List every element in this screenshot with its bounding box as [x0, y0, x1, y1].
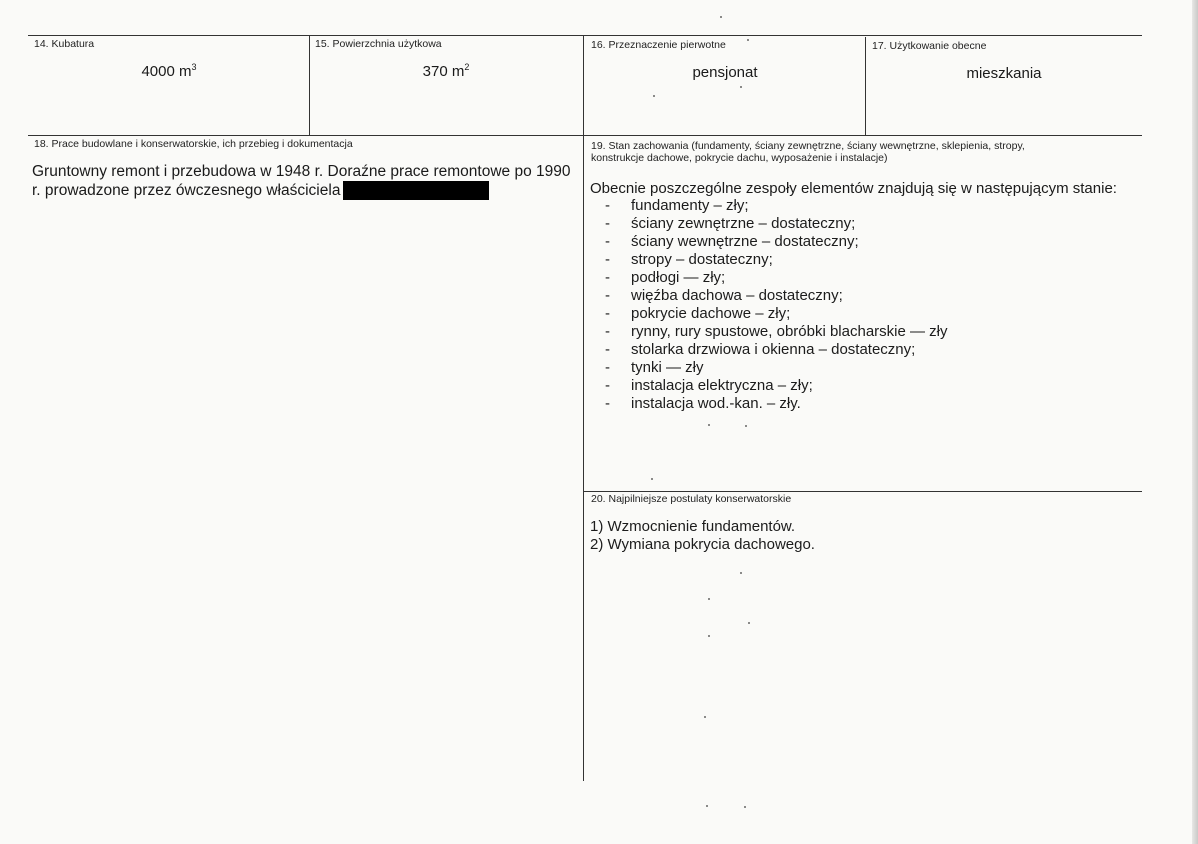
- list-item: - ściany zewnętrzne – dostateczny;: [605, 215, 1125, 233]
- scan-speck: [745, 425, 747, 427]
- kubatura-unit-exponent: 3: [191, 62, 197, 72]
- list-item: - pokrycie dachowe – zły;: [605, 305, 1125, 323]
- kubatura-label: 14. Kubatura: [34, 38, 95, 50]
- scan-speck: [740, 86, 742, 88]
- scan-speck: [708, 635, 710, 637]
- scan-speck: [747, 39, 749, 41]
- stan-intro: Obecnie poszczególne zespoły elementów znajdują się w następującym stanie:: [590, 180, 1117, 197]
- kubatura-value: [30, 62, 308, 80]
- prace-label: 18. Prace budowlane i konserwatorskie, ich przebieg i dokumentacja: [34, 138, 353, 150]
- scan-speck: [720, 16, 722, 18]
- prace-line-2: r. prowadzone przez ówczesnego właściciela: [32, 182, 341, 199]
- row-rule: [28, 135, 1142, 136]
- list-item: - fundamenty – zły;: [605, 197, 1125, 215]
- scan-speck: [748, 622, 750, 624]
- scan-speck: [740, 572, 742, 574]
- divider-14-15: [309, 35, 310, 135]
- stan-label-line-2: konstrukcje dachowe, pokrycie dachu, wyposażenie i instalacje): [591, 152, 888, 164]
- list-item: - rynny, rury spustowe, obróbki blacharskie — zły: [605, 323, 1125, 341]
- kubatura-number: 4000 m: [141, 63, 192, 80]
- section-20-rule: [583, 491, 1142, 492]
- list-item: - instalacja elektryczna – zły;: [605, 377, 1125, 395]
- list-item: - stolarka drzwiowa i okienna – dostateczny;: [605, 341, 1125, 359]
- powierzchnia-value: [311, 62, 581, 80]
- powierzchnia-label: 15. Powierzchnia użytkowa: [315, 38, 442, 50]
- scan-speck: [653, 95, 655, 97]
- postulaty-list: [590, 518, 815, 554]
- list-item: - podłogi — zły;: [605, 269, 1125, 287]
- list-item: - ściany wewnętrzne – dostateczny;: [605, 233, 1125, 251]
- list-item: - tynki — zły: [605, 359, 1125, 377]
- list-item: 2) Wymiana pokrycia dachowego.: [590, 536, 815, 553]
- uzytkowanie-value: mieszkania: [966, 65, 1042, 82]
- przeznaczenie-value: pensjonat: [692, 64, 758, 81]
- redaction-bar: [343, 181, 489, 200]
- scan-speck: [651, 478, 653, 480]
- divider-16-17: [865, 37, 866, 136]
- stan-label-line-1: 19. Stan zachowania (fundamenty, ściany zewnętrzne, ściany wewnętrzne, sklepienia, stropy,: [591, 140, 1025, 152]
- scan-speck: [744, 806, 746, 808]
- list-item: - stropy – dostateczny;: [605, 251, 1125, 269]
- uzytkowanie-label: 17. Użytkowanie obecne: [872, 40, 987, 52]
- powierzchnia-unit-exponent: 2: [464, 62, 470, 72]
- stan-list: [605, 197, 1125, 413]
- scan-speck: [706, 805, 708, 807]
- scan-edge: [1192, 0, 1198, 844]
- top-rule: [28, 35, 1142, 36]
- przeznaczenie-label: 16. Przeznaczenie pierwotne: [591, 39, 726, 51]
- scan-speck: [708, 598, 710, 600]
- scan-speck: [708, 424, 710, 426]
- postulaty-label: 20. Najpilniejsze postulaty konserwatorskie: [591, 493, 792, 505]
- list-item: - instalacja wod.-kan. – zły.: [605, 395, 1125, 413]
- divider-15-16: [583, 35, 584, 781]
- scan-speck: [704, 716, 706, 718]
- prace-line-1: Gruntowny remont i przebudowa w 1948 r. Doraźne prace remontowe po 1990: [32, 163, 571, 180]
- list-item: - więźba dachowa – dostateczny;: [605, 287, 1125, 305]
- powierzchnia-number: 370 m: [422, 63, 465, 80]
- list-item: 1) Wzmocnienie fundamentów.: [590, 518, 796, 535]
